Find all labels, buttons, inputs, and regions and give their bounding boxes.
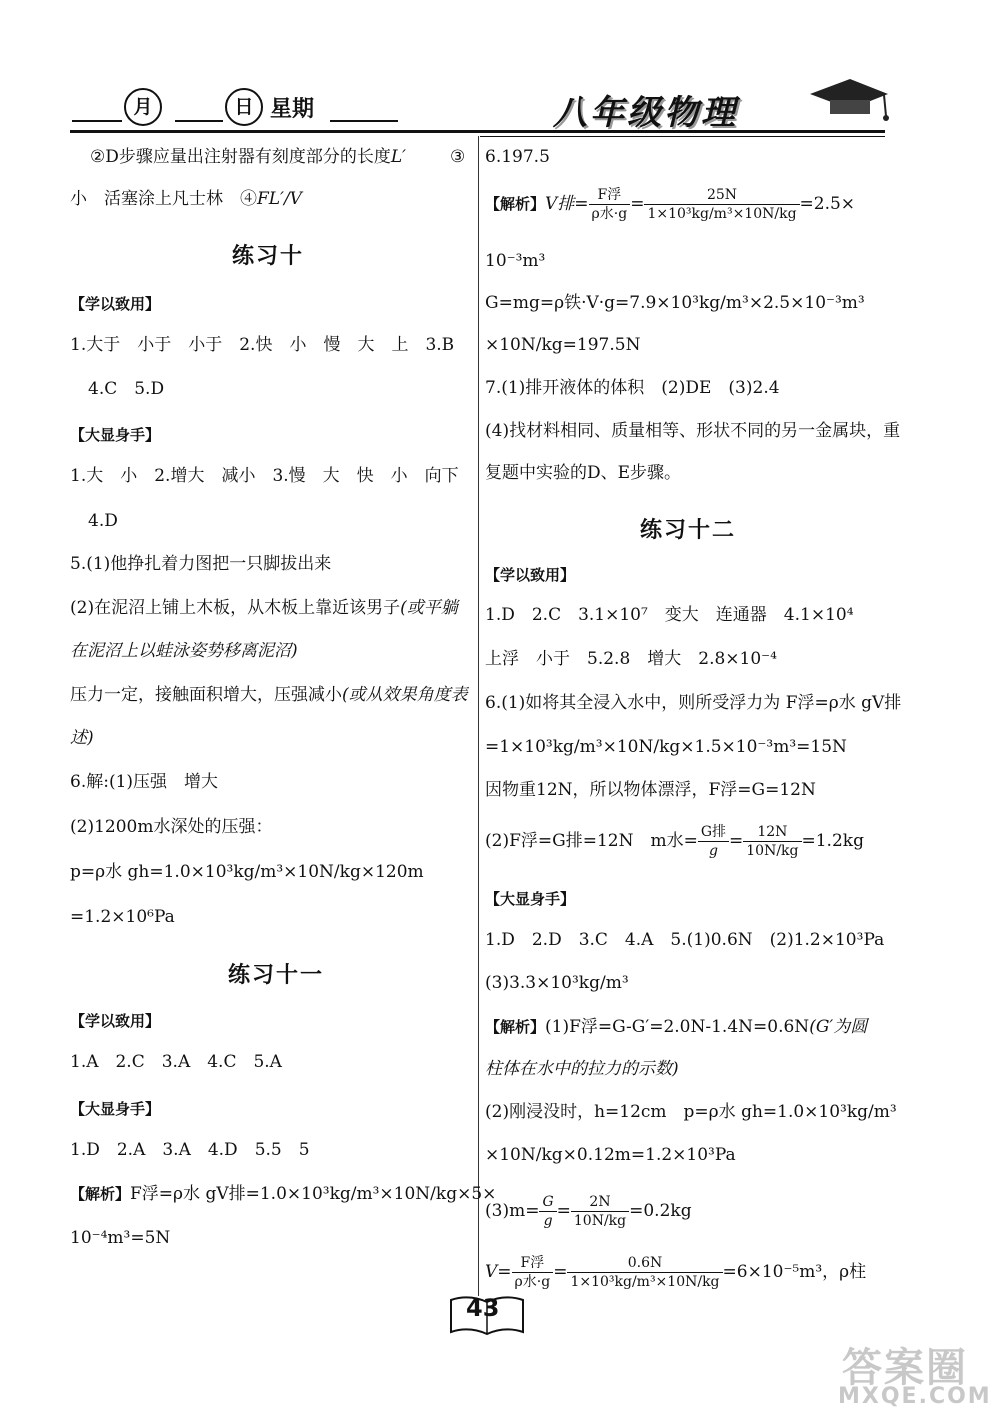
answer-line: (2)F浮=G排=12N m水= $\frac{\text{G排}}{g}$ = $\frac{12N}{10N/kg}$ =1.2kg	[485, 824, 864, 859]
answer-line: (3)m= $\frac{G}{g}$ = $\frac{2N}{10N/kg}$ =0.2kg	[485, 1194, 692, 1229]
answer-line: 1.A 2.C 3.A 4.C 5.A	[70, 1052, 282, 1072]
answer-line: ×10N/kg=197.5N	[485, 335, 641, 355]
answer-line: 柱体在水中的拉力的示数)	[485, 1059, 679, 1079]
watermark-logo: 答案圈	[842, 1345, 968, 1391]
graduation-cap-icon	[800, 74, 890, 126]
answer-line: 1.D 2.C 3.1×10⁷ 变大 连通器 4.1×10⁴	[485, 605, 854, 625]
month-blank	[72, 120, 122, 122]
answer-line: 7.(1)排开液体的体积 (2)DE (3)2.4	[485, 378, 780, 398]
fraction: $\frac{0.6N}{\text{1×10³kg/m³×10N/kg}}$	[567, 1254, 722, 1291]
section-heading-11: 练习十一	[228, 963, 325, 988]
section-tag: 【大显身手】	[70, 1100, 161, 1118]
answer-line: 4.C 5.D	[88, 379, 165, 399]
answer-line: =1.2×10⁶Pa	[70, 907, 175, 927]
answer-line: 1.大于 小于 小于 2.快 小 慢 大 上 3.B	[70, 335, 455, 355]
book-title: 八年级物理	[553, 93, 738, 133]
answer-line: 10⁻⁴m³=5N	[70, 1228, 171, 1248]
answer-line: 1.D 2.A 3.A 4.D 5.5 5	[70, 1140, 310, 1160]
column-divider	[478, 136, 479, 1296]
fraction: $\frac{2N}{10N/kg}$	[571, 1193, 629, 1230]
answer-line: =1×10³kg/m³×10N/kg×1.5×10⁻³m³=15N	[485, 737, 847, 757]
answer-line: 复题中实验的D、E步骤。	[485, 463, 682, 483]
page-number: 43	[466, 1294, 500, 1322]
answer-line: (2)刚浸没时，h=12cm p=ρ水 gh=1.0×10³kg/m³	[485, 1102, 897, 1122]
answer-line: 【解析】V排= $\frac{\text{F浮}}{\text{ρ水·g}}$ = $\frac{25N}{\text{1×10³kg/m³×10N/kg}}$ =2.5×	[485, 187, 856, 222]
section-tag: 【学以致用】	[70, 1012, 161, 1030]
answer-line: 上浮 小于 5.2.8 增大 2.8×10⁻⁴	[485, 649, 777, 669]
section-heading-10: 练习十	[232, 244, 305, 269]
answer-line: V= $\frac{\text{F浮}}{\text{ρ水·g}}$ = $\frac{0.6N}{\text{1×10³kg/m³×10N/kg}}$ =6×10⁻⁵m³，ρ柱	[485, 1255, 867, 1290]
fraction: $\frac{12N}{10N/kg}$	[743, 823, 801, 860]
header-rule	[70, 130, 885, 133]
answer-line: 【解析】(1)F浮=G-G′=2.0N-1.4N=0.6N(G′为圆	[485, 1017, 868, 1037]
answer-line: 压力一定，接触面积增大，压强减小(或从效果角度表	[70, 685, 468, 705]
header-rule-thin	[480, 136, 885, 137]
answer-line: (2)在泥沼上铺上木板，从木板上靠近该男子(或平躺	[70, 598, 458, 618]
answer-line: 【解析】F浮=ρ水 gV排=1.0×10³kg/m³×10N/kg×5×	[70, 1184, 497, 1204]
answer-line: 1.大 小 2.增大 减小 3.慢 大 快 小 向下	[70, 466, 459, 486]
answer-line: ×10N/kg×0.12m=1.2×10³Pa	[485, 1145, 736, 1165]
day-blank	[175, 120, 223, 122]
answer-line: (2)1200m水深处的压强：	[70, 817, 273, 837]
section-tag: 【学以致用】	[70, 295, 161, 313]
answer-line: (3)3.3×10³kg/m³	[485, 973, 629, 993]
answer-line: G=mg=ρ铁·V·g=7.9×10³kg/m³×2.5×10⁻³m³	[485, 293, 865, 313]
section-tag: 【大显身手】	[70, 426, 161, 444]
answer-line: 述)	[70, 728, 94, 748]
answer-line: 因物重12N，所以物体漂浮，F浮=G=12N	[485, 780, 816, 800]
fraction: $\frac{\text{G排}}{g}$	[698, 823, 729, 860]
section-tag: 【学以致用】	[485, 566, 576, 584]
answer-line: 在泥沼上以蛙泳姿势移离泥沼)	[70, 641, 298, 661]
answer-line: 5.(1)他挣扎着力图把一只脚拔出来	[70, 554, 332, 574]
answer-line: 6.197.5	[485, 147, 550, 167]
weekday-label: 星期	[270, 97, 315, 122]
section-heading-12: 练习十二	[640, 518, 737, 543]
day-label: 日	[225, 88, 263, 126]
month-label: 月	[124, 88, 162, 126]
section-tag: 【大显身手】	[485, 890, 576, 908]
answer-line: (4)找材料相同、质量相等、形状不同的另一金属块，重	[485, 421, 901, 441]
answer-line: 6.(1)如将其全浸入水中，则所受浮力为 F浮=ρ水 gV排	[485, 693, 902, 713]
watermark-url: MXQE.COM	[838, 1384, 992, 1409]
left-col-line: 小 活塞涂上凡士林 ④FL′/V	[70, 189, 302, 209]
weekday-blank	[330, 120, 398, 122]
left-col-line: ③	[450, 147, 466, 167]
fraction: $\frac{G}{g}$	[539, 1193, 556, 1230]
left-col-line: ②D步骤应量出注射器有刻度部分的长度L′	[90, 147, 407, 167]
answer-line: 1.D 2.D 3.C 4.A 5.(1)0.6N (2)1.2×10³Pa	[485, 930, 885, 950]
answer-line: 6.解:(1)压强 增大	[70, 772, 219, 792]
answer-line: 10⁻³m³	[485, 251, 546, 271]
fraction: $\frac{25N}{\text{1×10³kg/m³×10N/kg}}$	[644, 186, 799, 223]
fraction: $\frac{\text{F浮}}{\text{ρ水·g}}$	[512, 1254, 554, 1291]
fraction: $\frac{\text{F浮}}{\text{ρ水·g}}$	[589, 186, 631, 223]
answer-line: p=ρ水 gh=1.0×10³kg/m³×10N/kg×120m	[70, 862, 424, 882]
answer-line: 4.D	[88, 511, 118, 531]
